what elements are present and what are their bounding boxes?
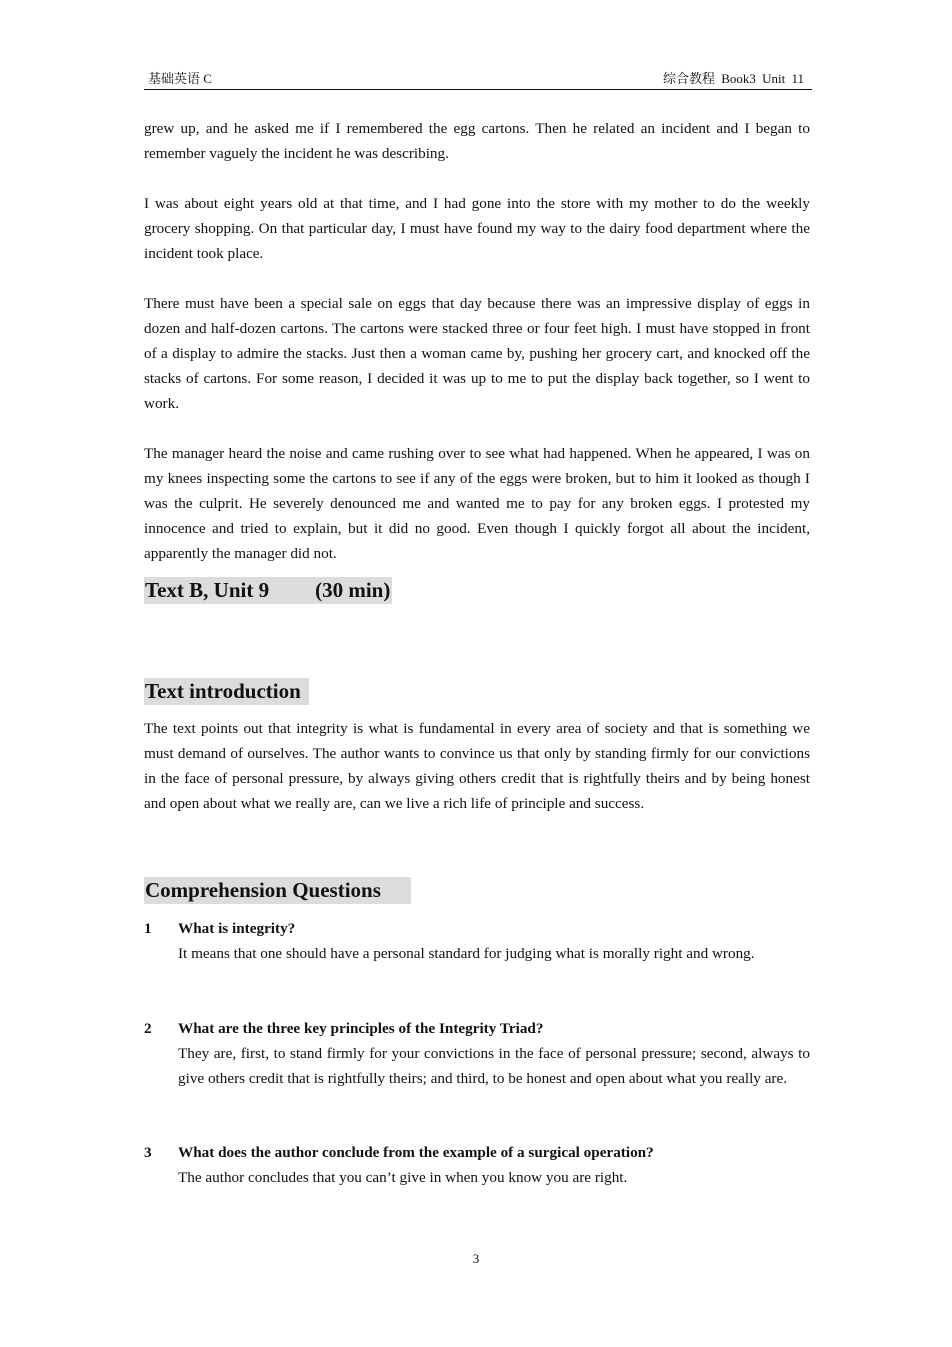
text-intro-heading-container (144, 678, 810, 705)
questions-heading: Comprehension Questions (144, 877, 411, 904)
body-paragraph: I was about eight years old at that time, and I had gone into the store with my mother to do the weekly grocery shopping. On that particular day, I must have found my way to the dairy food department where the incident took place. (144, 195, 810, 262)
header-book-unit: 综合教程 Book3 Unit 11 (662, 71, 804, 86)
question-text: What does the author conclude from the example of a surgical operation? (178, 1144, 654, 1161)
text-intro-body: The text points out that integrity is what is fundamental in every area of society and that is something we must demand of ourselves. The author wants to convince us that only by standing firmly for our convictions in the face of personal pressure, by always giving others credit that is rightfully theirs and by being honest and open about what we really are, can we live a rich life of principle and success. (144, 720, 810, 812)
text-b-heading (144, 577, 392, 604)
text-b-title: Text B, Unit 9 (145, 578, 270, 602)
answer-text: They are, first, to stand firmly for your convictions in the face of personal pressure; second, always to give others credit that is rightfully theirs; and third, to be honest and open about what you really are. (178, 1045, 810, 1087)
body-paragraph: There must have been a special sale on eggs that day because there was an impressive display of eggs in dozen and half-dozen cartons. The cartons were stacked three or four feet high. I must have stopped in front of a display to admire the stacks. Just then a woman came by, pushing her grocery cart, and knocked off the stacks of cartons. For some reason, I decided it was up to me to put the display back together, so I went to work. (144, 295, 810, 412)
question-body (178, 916, 810, 966)
paragraph-3-container (144, 291, 810, 416)
questions-heading-container (144, 877, 810, 904)
question-text: What are the three key principles of the Integrity Triad? (178, 1020, 544, 1037)
header-course-title: 基础英语 C (148, 71, 212, 86)
paragraph-4-container (144, 441, 810, 566)
text-b-time: (30 min) (315, 578, 391, 602)
body-paragraph: grew up, and he asked me if I remembered the egg cartons. Then he related an incident and I began to remember vaguely the incident he was describing. (144, 120, 810, 162)
question-number: 1 (144, 920, 152, 937)
text-intro-body-container (144, 716, 810, 816)
answer-text: The author concludes that you can’t give in when you know you are right. (178, 1169, 628, 1186)
question-body (178, 1016, 810, 1091)
question-number: 2 (144, 1020, 152, 1037)
body-paragraph: The manager heard the noise and came rushing over to see what had happened. When he appeared, I was on my knees inspecting some the cartons to see if any of the eggs were broken, but to him it looked as though I was the culprit. He severely denounced me and wanted me to pay for any broken eggs. I protested my innocence and tried to explain, but it did no good. Even though I quickly forgot all about the incident, apparently the manager did not. (144, 445, 810, 562)
paragraph-2-container (144, 191, 810, 266)
text-intro-heading: Text introduction (144, 678, 309, 705)
question-text: What is integrity? (178, 920, 296, 937)
paragraph-1-container (144, 116, 810, 166)
running-header (144, 70, 812, 90)
page-number: 3 (472, 1251, 480, 1266)
question-number: 3 (144, 1144, 152, 1161)
question-body (178, 1140, 810, 1190)
text-b-heading-container (144, 577, 810, 604)
answer-text: It means that one should have a personal standard for judging what is morally right and wrong. (178, 945, 755, 962)
